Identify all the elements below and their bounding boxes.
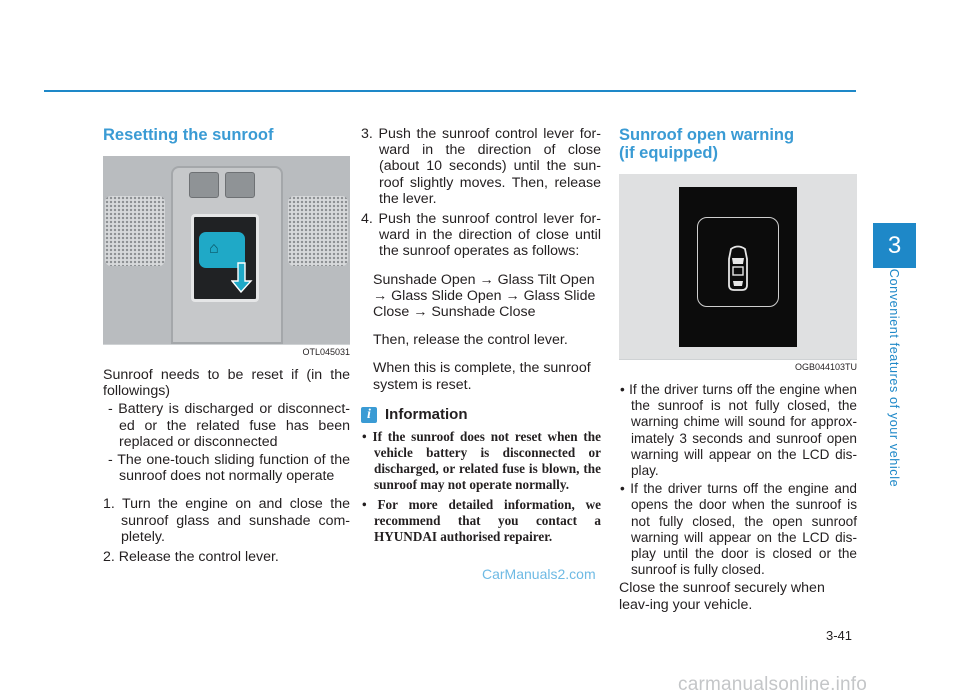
info-icon: i	[361, 407, 377, 423]
map-lamp-switch	[189, 172, 219, 198]
lcd-screen	[679, 187, 797, 347]
reset-complete-text: When this is complete, the sunroof system is reset.	[373, 360, 591, 393]
release-instruction: Then, release the control lever.	[373, 332, 568, 349]
step-item: 1. Turn the engine on and close the sunroof glass and sunshade com-pletely.	[103, 496, 350, 545]
chapter-title-vertical: Convenient features of your vehicle	[887, 268, 901, 488]
section-heading-open-warning	[619, 126, 857, 162]
watermark-text: CarManuals2.com	[482, 566, 596, 582]
page-number: 3-41	[826, 628, 853, 643]
footer-watermark: carmanualsonline.info	[678, 674, 868, 695]
reset-steps-list	[103, 496, 350, 565]
room-lamp-switch	[225, 172, 255, 198]
car-top-view-icon	[726, 245, 750, 291]
section-heading-resetting: Resetting the sunroof	[103, 126, 274, 144]
info-item: • If the sunroof does not reset when the vehicle battery is disconnected or discharged, or related fuse is blown, the sunroof may not operate normally.	[362, 429, 601, 493]
step-item: 4. Push the sunroof control lever for-ward in the direction of close until the sunroof operates as follows:	[361, 211, 601, 260]
sunroof-icon: ⌂	[209, 240, 219, 257]
image-caption-left: OTL045031	[103, 344, 350, 359]
middle-column	[361, 126, 601, 545]
sunroof-control-photo	[103, 156, 350, 344]
reset-conditions-list	[103, 401, 350, 484]
information-title: Information	[385, 405, 468, 423]
closing-paragraph: Close the sunroof securely when leav-ing your vehicle.	[619, 580, 825, 613]
heading-line: (if equipped)	[619, 144, 718, 162]
heading-line: Sunroof open warning	[619, 126, 795, 144]
header-rule	[44, 90, 856, 92]
operation-sequence: Sunshade Open → Glass Tilt Open → Glass Slide Open → Glass Slide Close → Sunshade Close	[373, 271, 596, 321]
speaker-grille-right	[288, 196, 348, 266]
info-item: • For more detailed information, we recommend that you contact a HYUNDAI authorised repairer.	[362, 497, 601, 545]
push-arrow-icon	[231, 261, 255, 293]
left-column	[103, 126, 350, 565]
information-list	[361, 429, 601, 545]
chapter-tab: 3	[873, 223, 916, 268]
lcd-warning-image	[619, 174, 857, 359]
information-header	[361, 407, 601, 423]
right-column	[619, 126, 857, 613]
image-caption-right: OGB044103TU	[619, 359, 857, 374]
speaker-grille-left	[105, 196, 165, 266]
step-item: 2. Release the control lever.	[103, 549, 279, 566]
intro-paragraph: Sunroof needs to be reset if (in the followings)	[103, 367, 350, 400]
list-item: - The one-touch sliding function of the sunroof does not normally operate	[108, 452, 350, 485]
list-item: • If the driver turns off the engine and opens the door when the sunroof is not fully closed, the open sunroof warning will appear on the LCD dis-play until the door is closed or the sunroof is fully closed.	[620, 481, 857, 578]
list-item: • If the driver turns off the engine when the sunroof is not fully closed, the warning chime will sound for approx-imately 3 seconds and sunroof open warning will appear on the LCD dis-play.	[620, 382, 857, 479]
list-item: - Battery is discharged or disconnect-ed or the related fuse has been replaced or disconnected	[108, 401, 350, 450]
step-item: 3. Push the sunroof control lever for-ward in the direction of close (about 10 seconds) until the sun-roof slightly moves. Then, release the lever.	[361, 126, 601, 207]
